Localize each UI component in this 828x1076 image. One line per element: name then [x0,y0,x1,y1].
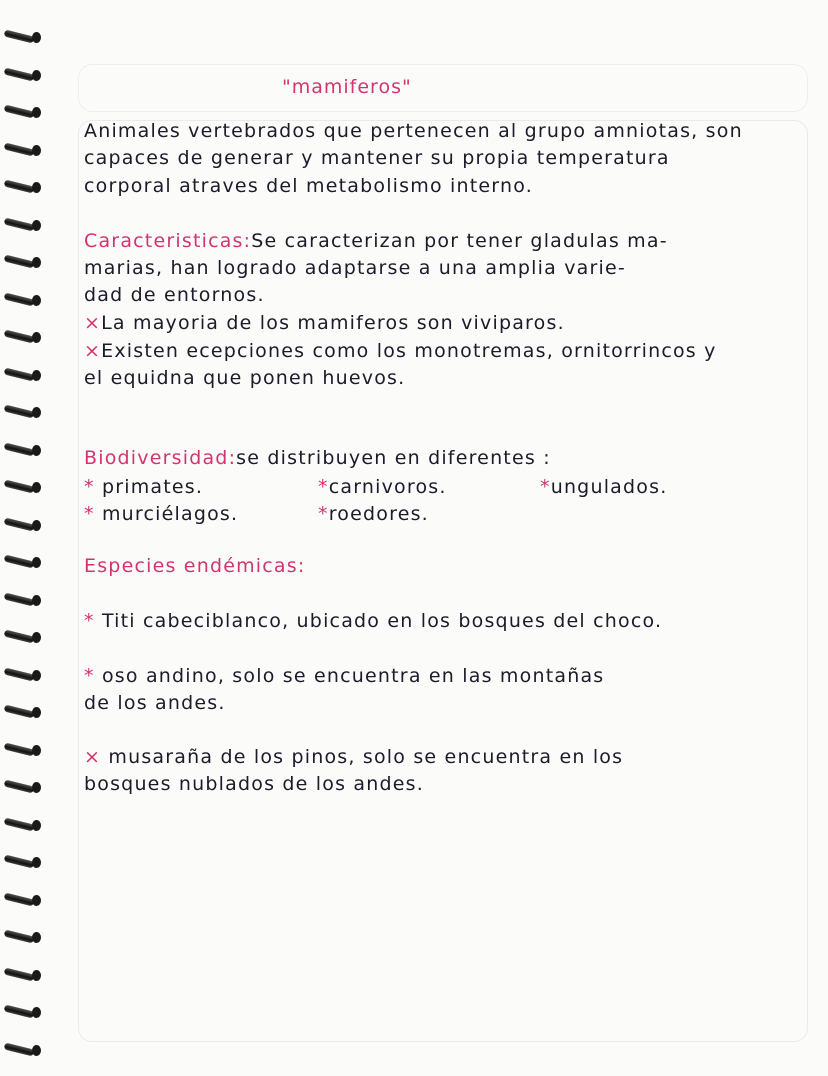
spiral-ring [4,818,40,832]
spiral-ring [4,330,40,344]
intro-line: capaces de generar y mantener su propia temperatura [84,147,670,169]
spiral-ring [4,180,40,194]
spiral-ring [4,143,40,157]
spiral-ring [4,68,40,82]
spiral-ring [4,780,40,794]
spiral-ring [4,368,40,382]
spiral-ring [4,405,40,419]
spiral-ring [4,555,40,569]
caracteristicas-line [84,230,668,252]
spiral-ring [4,968,40,982]
caracteristicas-heading: Caracteristicas: [84,230,252,252]
intro-line: corporal atraves del metabolismo interno. [84,175,533,197]
list-item: *ungulados. [540,476,668,498]
caracteristicas-line: marias, han logrado adaptarse a una amplia varie- [84,257,626,279]
list-item: *carnivoros. [318,476,447,498]
bullet-text: Existen ecepciones como los monotremas, ornitorrincos y [101,340,717,362]
spiral-ring [4,30,40,44]
spiral-ring [4,480,40,494]
biodiversidad-text: se distribuyen en diferentes : [236,447,551,469]
spiral-ring [4,630,40,644]
species-item-cont: de los andes. [84,692,226,714]
species-item: * oso andino, solo se encuentra en las montañas [84,665,605,687]
biodiversidad-line [84,447,551,469]
spiral-ring [4,705,40,719]
spiral-ring [4,930,40,944]
species-item-cont: bosques nublados de los andes. [84,773,425,795]
header-box [78,64,808,112]
caracteristicas-text: Se caracterizan por tener gladulas ma- [251,230,668,252]
spiral-ring [4,443,40,457]
spiral-binding [0,0,60,1076]
spiral-ring [4,1005,40,1019]
biodiversidad-heading: Biodiversidad: [84,447,237,469]
spiral-ring [4,593,40,607]
spiral-ring [4,255,40,269]
spiral-ring [4,893,40,907]
especies-heading: Especies endémicas: [84,555,306,577]
bullet-item: el equidna que ponen huevos. [84,367,406,389]
spiral-ring [4,1043,40,1057]
list-item: * murciélagos. [84,503,239,525]
bullet-item: ×La mayoria de los mamiferos son viviparos. [84,312,565,334]
page-title: "mamiferos" [282,76,412,98]
species-item: × musaraña de los pinos, solo se encuentra en los [84,746,624,768]
spiral-ring [4,518,40,532]
spiral-ring [4,855,40,869]
list-item: * primates. [84,476,204,498]
spiral-ring [4,743,40,757]
spiral-ring [4,218,40,232]
caracteristicas-line: dad de entornos. [84,284,265,306]
spiral-ring [4,105,40,119]
bullet-item: ×Existen ecepciones como los monotremas, ornitorrincos y [84,340,717,362]
bullet-text: La mayoria de los mamiferos son viviparos. [101,312,565,334]
list-item: *roedores. [318,503,429,525]
intro-line: Animales vertebrados que pertenecen al grupo amniotas, son [84,120,743,142]
spiral-ring [4,668,40,682]
species-item: * Titi cabeciblanco, ubicado en los bosques del choco. [84,610,663,632]
spiral-ring [4,293,40,307]
